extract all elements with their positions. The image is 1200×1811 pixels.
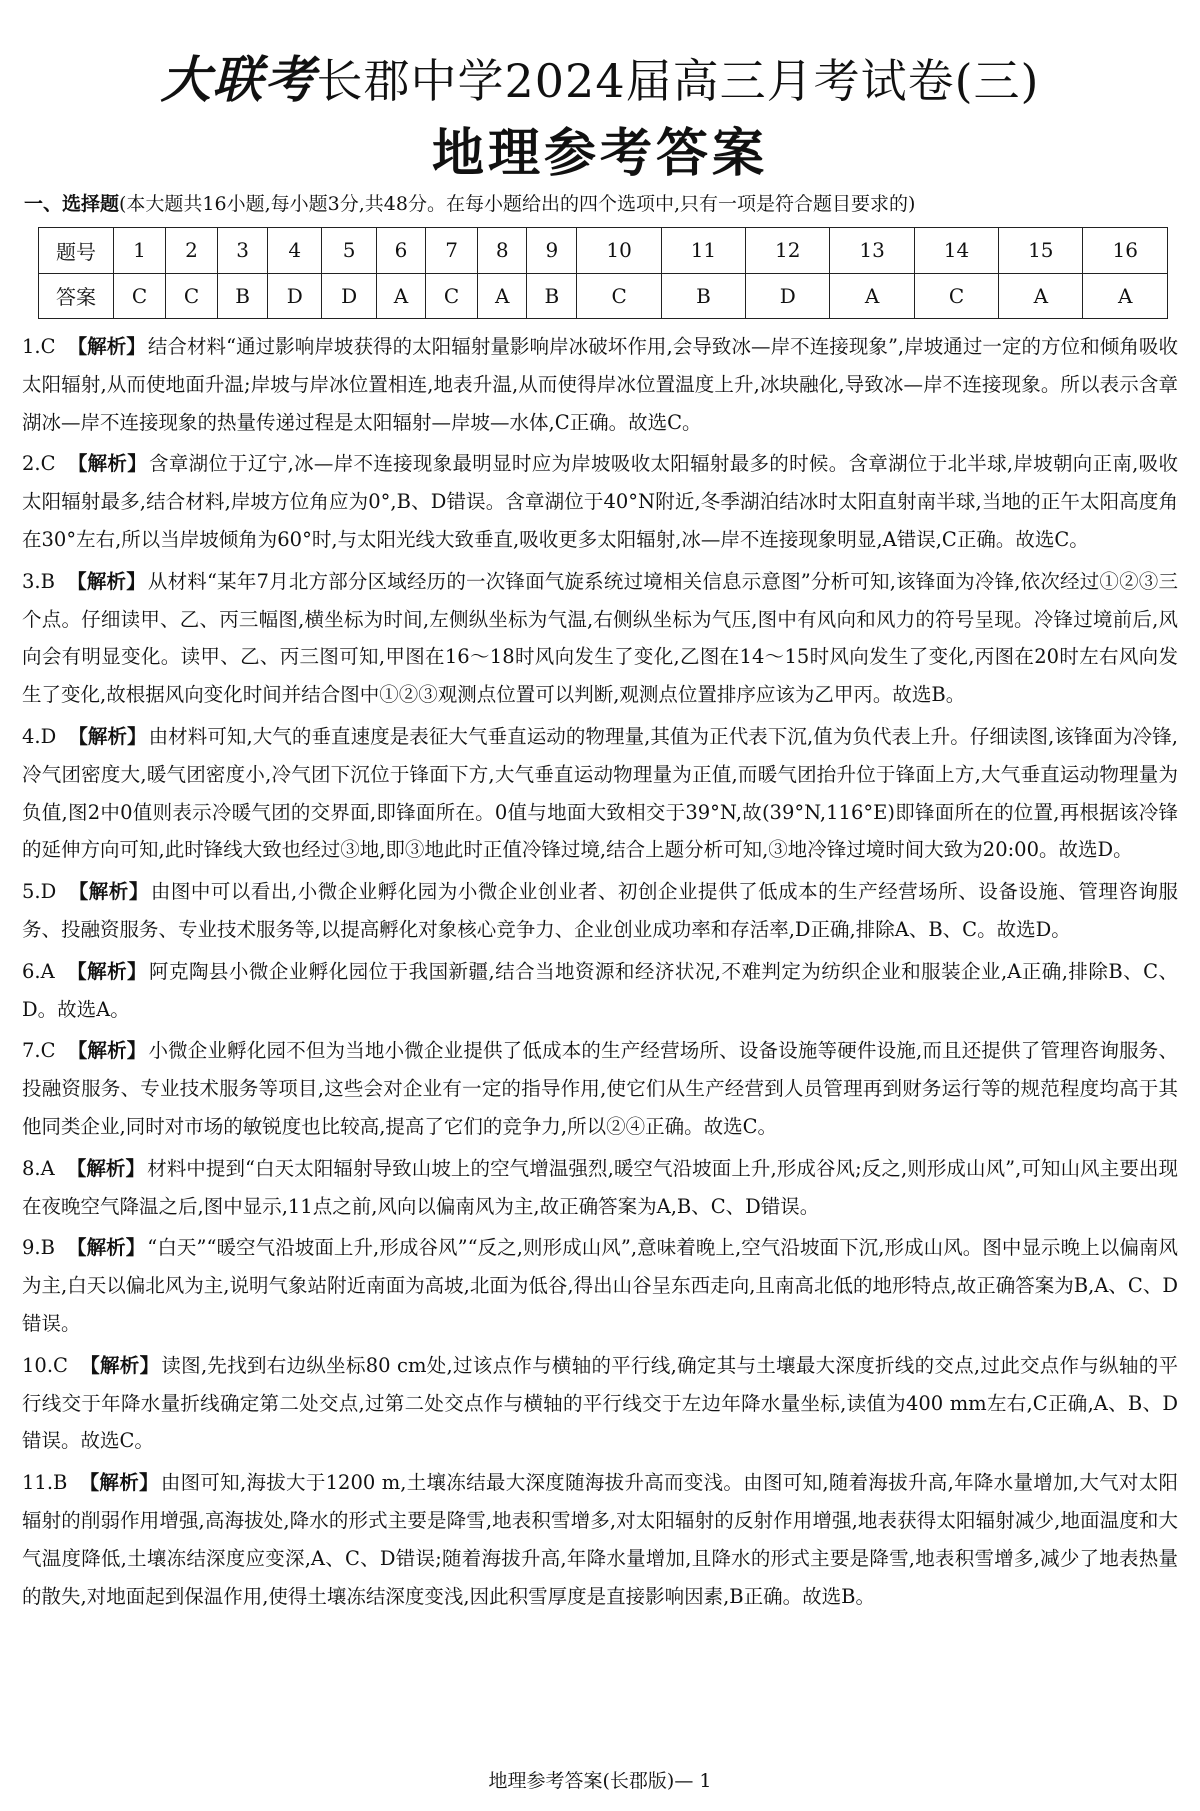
analysis-item: [22, 328, 1178, 441]
analysis-text: 结合材料“通过影响岸坡获得的太阳辐射量影响岸冰破坏作用,会导致冰—岸不连接现象”,岸坡通过一定的方位和倾角吸收太阳辐射,从而使地面升温;岸坡与岸冰位置相连,地表升温,从而使得岸冰位置温度上升,冰块融化,导致冰—岸不连接现象。所以表示含章湖冰—岸不连接现象的热量传递过程是太阳辐射—岸坡—水体,C正确。故选C。: [22, 335, 1178, 434]
answer-cell: B: [661, 273, 745, 319]
question-number-cell: 16: [1083, 228, 1168, 274]
analysis-item: [22, 1150, 1178, 1226]
document-subtitle: 地理参考答案: [431, 124, 768, 184]
analysis-text: 由图中可以看出,小微企业孵化园为小微企业创业者、初创企业提供了低成本的生产经营场所、设备设施、管理咨询服务、投融资服务、专业技术服务等,以提高孵化对象核心竞争力、企业创业成功率和存活率,D正确,排除A、B、C。故选D。: [22, 880, 1178, 941]
section-heading: [24, 190, 1184, 218]
answer-cell: A: [1083, 273, 1168, 319]
question-number-cell: 8: [478, 228, 527, 274]
analysis-tag: 【解析】: [68, 880, 149, 904]
answer-cell: D: [268, 273, 322, 319]
analysis-tag: 【解析】: [68, 724, 147, 748]
analysis-tag: 【解析】: [79, 1471, 159, 1495]
answer-cell: B: [527, 273, 577, 319]
question-number-cell: 11: [661, 228, 745, 274]
analysis-item: [22, 1032, 1178, 1145]
answer-cell: A: [478, 273, 527, 319]
question-number-cell: 1: [114, 228, 166, 274]
analysis-item: [22, 1347, 1178, 1460]
analysis-text: 从材料“某年7月北方部分区域经历的一次锋面气旋系统过境相关信息示意图”分析可知,该锋面为冷锋,依次经过①②③三个点。仔细读甲、乙、丙三幅图,横坐标为时间,左侧纵坐标为气温,右侧纵坐标为气压,图中有风向和风力的符号呈现。冷锋过境前后,风向会有明显变化。读甲、乙、丙三图可知,甲图在16～18时风向发生了变化,乙图在14～15时风向发生了变化,丙图在20时左右风向发生了变化,故根据风向变化时间并结合图中①②③观测点位置可以判断,观测点位置排序应该为乙甲丙。故选B。: [22, 569, 1178, 707]
question-number-cell: 5: [322, 228, 376, 274]
answer-cell: A: [376, 273, 425, 319]
analysis-list: [22, 328, 1178, 1619]
answer-cell: D: [746, 273, 830, 319]
analysis-item: [22, 1229, 1178, 1342]
document-title: [0, 50, 1200, 111]
answer-row: [39, 273, 1168, 319]
row-head-question: 题号: [39, 228, 114, 274]
analysis-number: 5.D: [22, 880, 57, 904]
answer-cell: C: [114, 273, 166, 319]
page-footer: 地理参考答案(长郡版)— 1: [488, 1770, 712, 1792]
analysis-item: [22, 718, 1178, 869]
analysis-text: 由材料可知,大气的垂直速度是表征大气垂直运动的物理量,其值为正代表下沉,值为负代表上升。仔细读图,该锋面为冷锋,冷气团密度大,暖气团密度小,冷气团下沉位于锋面下方,大气垂直运动物理量为正值,而暖气团抬升位于锋面上方,大气垂直运动物理量为负值,图2中0值则表示冷暖气团的交界面,即锋面所在。0值与地面大致相交于39°N,故(39°N,116°E)即锋面所在的位置,再根据该冷锋的延伸方向可知,此时锋线大致也经过③地,即③地此时正值冷锋过境,结合上题分析可知,③地冷锋过境时间大致为20:00。故选D。: [22, 724, 1178, 862]
analysis-item: [22, 953, 1178, 1029]
analysis-number: 6.A: [22, 959, 55, 983]
analysis-number: 2.C: [22, 452, 56, 476]
analysis-item: [22, 445, 1178, 558]
question-number-cell: 14: [914, 228, 998, 274]
analysis-tag: 【解析】: [66, 569, 146, 593]
analysis-number: 1.C: [22, 335, 56, 358]
analysis-text: 材料中提到“白天太阳辐射导致山坡上的空气增温强烈,暖空气沿坡面上升,形成谷风;反之,则形成山风”,可知山风主要出现在夜晚空气降温之后,图中显示,11点之前,风向以偏南风为主,故正确答案为A,B、C、D错误。: [22, 1156, 1178, 1218]
question-number-cell: 7: [426, 228, 478, 274]
analysis-item: [22, 563, 1178, 714]
brand-logo-text: 大联考: [160, 51, 317, 109]
analysis-text: 小微企业孵化园不但为当地小微企业提供了低成本的生产经营场所、设备设施等硬件设施,而且还提供了管理咨询服务、投融资服务、专业技术服务等项目,这些会对企业有一定的指导作用,使它们从生产经营到人员管理再到财务运行等的规范程度均高于其他同类企业,同时对市场的敏锐度也比较高,提高了它们的竞争力,所以②④正确。故选C。: [22, 1039, 1178, 1138]
analysis-number: 4.D: [22, 724, 57, 748]
question-number-cell: 2: [166, 228, 218, 274]
answer-cell: D: [322, 273, 376, 319]
analysis-text: 读图,先找到右边纵坐标80 cm处,过该点作与横轴的平行线,确定其与土壤最大深度折线的交点,过此交点作与纵轴的平行线交于年降水量折线确定第二处交点,过第二处交点作与横轴的平行线交于左边年降水量坐标,读值为400 mm左右,C正确,A、B、D错误。故选C。: [22, 1353, 1178, 1453]
question-number-cell: 10: [577, 228, 661, 274]
analysis-text: 含章湖位于辽宁,冰—岸不连接现象最明显时应为岸坡吸收太阳辐射最多的时候。含章湖位于北半球,岸坡朝向正南,吸收太阳辐射最多,结合材料,岸坡方位角应为0°,B、D错误。含章湖位于40°N附近,冬季湖泊结冰时太阳直射南半球,当地的正午太阳高度角在30°左右,所以当岸坡倾角为60°时,与太阳光线大致垂直,吸收更多太阳辐射,冰—岸不连接现象明显,A错误,C正确。故选C。: [22, 452, 1178, 551]
answer-cell: B: [218, 273, 268, 319]
document-header: [0, 50, 1200, 185]
question-number-cell: 3: [218, 228, 268, 274]
answer-cell: C: [914, 273, 998, 319]
question-number-cell: 15: [999, 228, 1083, 274]
answer-table: [38, 227, 1168, 319]
analysis-number: 3.B: [22, 569, 55, 593]
analysis-tag: 【解析】: [66, 1236, 146, 1260]
analysis-text: 阿克陶县小微企业孵化园位于我国新疆,结合当地资源和经济状况,不难判定为纺织企业和服装企业,A正确,排除B、C、D。故选A。: [22, 959, 1178, 1021]
analysis-tag: 【解析】: [66, 959, 148, 983]
row-head-answer: 答案: [39, 273, 114, 319]
analysis-tag: 【解析】: [67, 335, 146, 358]
answer-cell: A: [999, 273, 1083, 319]
analysis-tag: 【解析】: [79, 1353, 160, 1377]
analysis-number: 10.C: [22, 1353, 68, 1377]
analysis-tag: 【解析】: [67, 1039, 147, 1063]
answer-cell: C: [426, 273, 478, 319]
analysis-text: 由图可知,海拔大于1200 m,土壤冻结最大深度随海拔升高而变浅。由图可知,随着海拔升高,年降水量增加,大气对太阳辐射的削弱作用增强,高海拔处,降水的形式主要是降雪,地表积雪增多,对太阳辐射的反射作用增强,地表获得太阳辐射减少,地面温度和大气温度降低,土壤冻结深度应变深,A、C、D错误;随着海拔升高,年降水量增加,且降水的形式主要是降雪,地表积雪增多,减少了地表热量的散失,对地面起到保温作用,使得土壤冻结深度变浅,因此积雪厚度是直接影响因素,B正确。故选B。: [22, 1471, 1178, 1608]
section-lead: 一、选择题: [24, 193, 120, 215]
question-number-cell: 6: [376, 228, 425, 274]
section-note: (本大题共16小题,每小题3分,共48分。在每小题给出的四个选项中,只有一项是符合题目要求的): [119, 193, 916, 215]
analysis-number: 9.B: [22, 1236, 55, 1260]
answer-cell: C: [577, 273, 661, 319]
analysis-text: “白天”“暖空气沿坡面上升,形成谷风”“反之,则形成山风”,意味着晚上,空气沿坡面下沉,形成山风。图中显示晚上以偏南风为主,白天以偏北风为主,说明气象站附近南面为高坡,北面为低谷,得出山谷呈东西走向,且南高北低的地形特点,故正确答案为B,A、C、D错误。: [22, 1236, 1178, 1335]
question-number-cell: 13: [830, 228, 914, 274]
analysis-item: [22, 1464, 1178, 1615]
analysis-number: 7.C: [22, 1039, 56, 1063]
question-number-row: [39, 228, 1168, 274]
analysis-number: 8.A: [22, 1156, 55, 1180]
analysis-item: [22, 873, 1178, 949]
answer-cell: A: [830, 273, 914, 319]
answer-cell: C: [166, 273, 218, 319]
analysis-number: 11.B: [22, 1471, 68, 1495]
question-number-cell: 12: [746, 228, 830, 274]
exam-title: 长郡中学2024届高三月考试卷(三): [316, 54, 1040, 108]
analysis-tag: 【解析】: [67, 452, 148, 476]
question-number-cell: 9: [527, 228, 577, 274]
question-number-cell: 4: [268, 228, 322, 274]
analysis-tag: 【解析】: [66, 1156, 146, 1180]
